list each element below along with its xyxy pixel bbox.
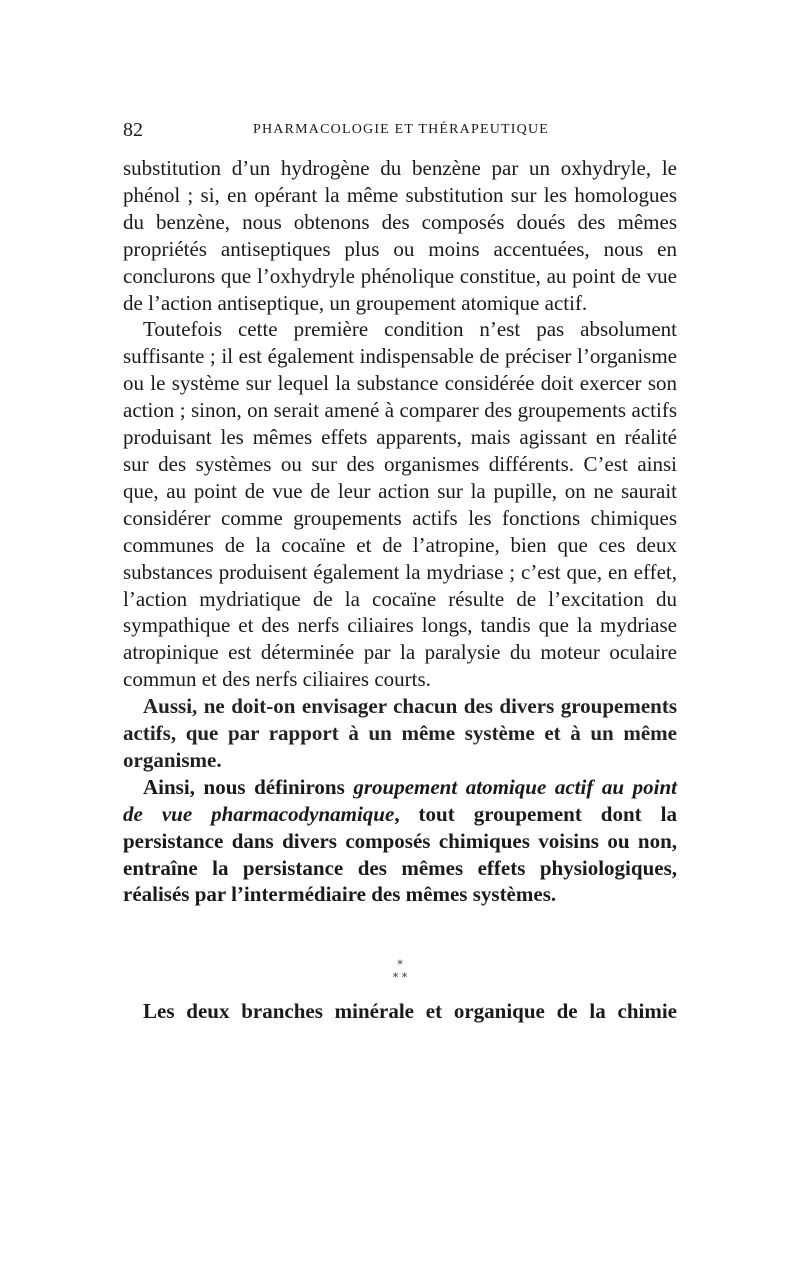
paragraph-4-before: Ainsi, nous définirons xyxy=(143,774,354,799)
running-title: PHARMACOLOGIE ET THÉRAPEUTIQUE xyxy=(253,122,550,137)
continuation-line: Les deux branches minérale et organique de la chimie xyxy=(143,999,677,1023)
page-header xyxy=(123,119,675,143)
page-number: 82 xyxy=(123,119,143,141)
paragraph-1: substitution d’un hydrogène du benzène par un oxhydryle, le phénol ; si, en opérant la même substitution sur les homologues du benzène, nous obtenons des composés doués des mêmes propriétés antiseptiques plus ou moins accentuées, nous en conclurons que l’oxhydryle phénolique constitue, au point de vue de l’action antiseptique, un groupement atomique actif. xyxy=(123,156,677,315)
paragraph-4-after: , tout groupement dont la persistance dans divers composés chimiques voisins ou non, entraîne la persistance des mêmes effets physiologiques, réalisés par l’intermédiaire des mêmes systèmes. xyxy=(123,801,677,907)
paragraph-4 xyxy=(123,774,677,909)
paragraph-3: Aussi, ne doit-on envisager chacun des divers groupements actifs, que par rapport à un même système et à un même organisme. xyxy=(123,694,677,772)
paragraph-2: Toutefois cette première condition n’est pas absolument suffisante ; il est également indispensable de préciser l’organisme ou le système sur lequel la substance considérée doit exercer son action ; sinon, on serait amené à comparer des groupements actifs produisant les mêmes effets apparents, mais agissant en réalité sur des systèmes ou sur des organismes différents. C’est ainsi que, au point de vue de leur action sur la pupille, on ne saurait considérer comme groupements actifs les fonctions chimiques communes de la cocaïne et de l’atropine, bien que ces deux substances produisent également la mydriase ; c’est que, en effet, l’action mydriatique de la cocaïne résulte de l’excitation du sympathique et des nerfs ciliaires longs, tandis que la mydriase atropinique est déterminée par la paralysie du moteur oculaire commun et des nerfs ciliaires courts. xyxy=(123,317,677,692)
definition-term: groupement atomique actif au point de vue pharmacodynamique xyxy=(123,774,678,826)
asterism-bottom: * * xyxy=(392,971,408,984)
section-ornament xyxy=(0,958,800,984)
asterism-top: * xyxy=(397,958,403,971)
body-text xyxy=(123,155,677,908)
